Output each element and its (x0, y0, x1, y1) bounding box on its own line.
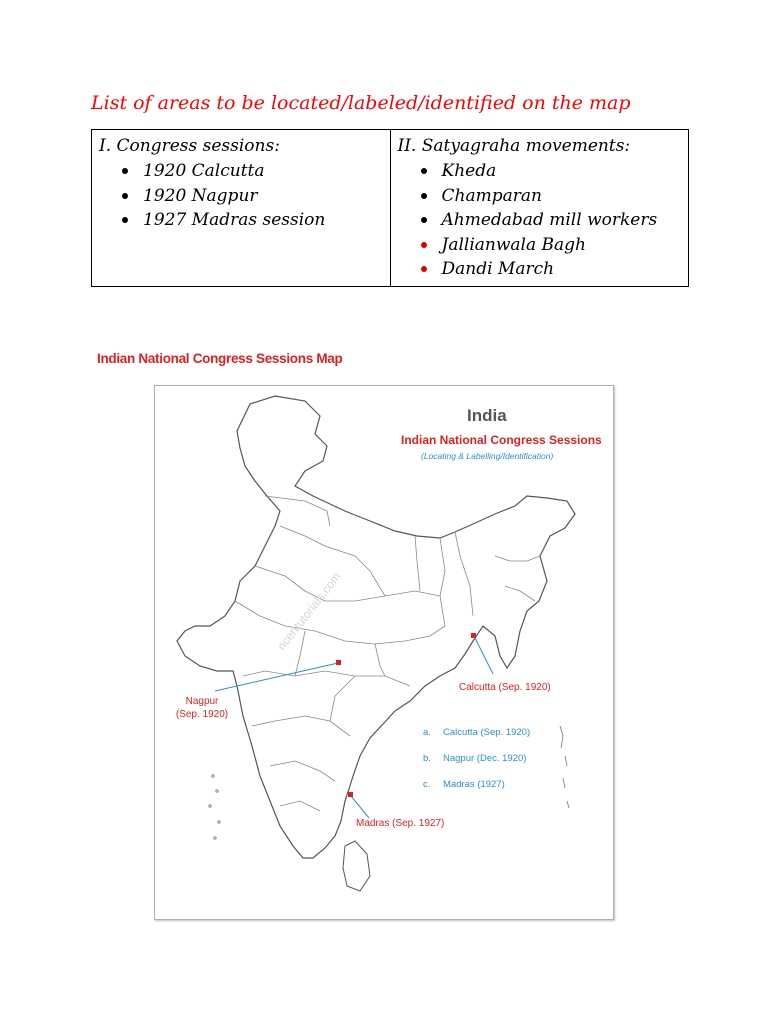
madras-leader-line (351, 796, 369, 818)
nagpur-leader-line (215, 663, 338, 691)
andaman-islands (560, 726, 569, 808)
nagpur-marker (336, 660, 341, 665)
list-item: 1927 Madras session (119, 208, 384, 233)
calcutta-label: Calcutta (Sep. 1920) (459, 682, 551, 693)
list-item: Jallianwala Bagh (418, 233, 683, 258)
legend-item: b. Nagpur (Dec. 1920) (423, 753, 527, 764)
bullet-icon (421, 217, 427, 223)
map-subtitle: Indian National Congress Sessions (401, 433, 602, 447)
lakshadweep-islands (209, 775, 220, 839)
calcutta-leader-line (475, 638, 493, 674)
congress-sessions-title: I. Congress sessions: (99, 136, 280, 156)
india-map-figure (154, 385, 614, 920)
india-outline (177, 396, 575, 858)
satyagraha-movements-list (398, 159, 683, 282)
legend-item: c. Madras (1927) (423, 779, 505, 790)
list-item: Champaran (418, 184, 683, 209)
india-map-outline (155, 386, 613, 919)
red-bullet-icon (421, 242, 427, 248)
legend-item: a. Calcutta (Sep. 1920) (423, 727, 531, 738)
sri-lanka-outline (343, 841, 370, 891)
page-heading: List of areas to be located/labeled/identified on the map (91, 92, 631, 114)
congress-sessions-cell (92, 130, 391, 287)
satyagraha-movements-cell (390, 130, 689, 287)
bullet-icon (421, 193, 427, 199)
bullet-icon (421, 168, 427, 174)
list-item: Kheda (418, 159, 683, 184)
bullet-icon (122, 217, 128, 223)
map-country-label: India (467, 406, 507, 425)
bullet-icon (122, 168, 128, 174)
figure-title: Indian National Congress Sessions Map (97, 351, 343, 366)
list-item: Dandi March (418, 257, 683, 282)
areas-table (91, 129, 689, 287)
map-caption: (Locating & Labelling/Identification) (421, 451, 554, 461)
list-item: 1920 Nagpur (119, 184, 384, 209)
satyagraha-movements-title: II. Satyagraha movements: (397, 136, 631, 156)
red-bullet-icon (421, 266, 427, 272)
list-item: 1920 Calcutta (119, 159, 384, 184)
bullet-icon (122, 193, 128, 199)
nagpur-label: Nagpur (Sep. 1920) (175, 696, 229, 720)
congress-sessions-list (99, 159, 384, 233)
list-item: Ahmedabad mill workers (418, 208, 683, 233)
madras-label: Madras (Sep. 1927) (356, 818, 445, 829)
calcutta-marker (471, 633, 476, 638)
watermark-text: ncerttutorials.com (274, 569, 344, 653)
madras-marker (348, 792, 353, 797)
